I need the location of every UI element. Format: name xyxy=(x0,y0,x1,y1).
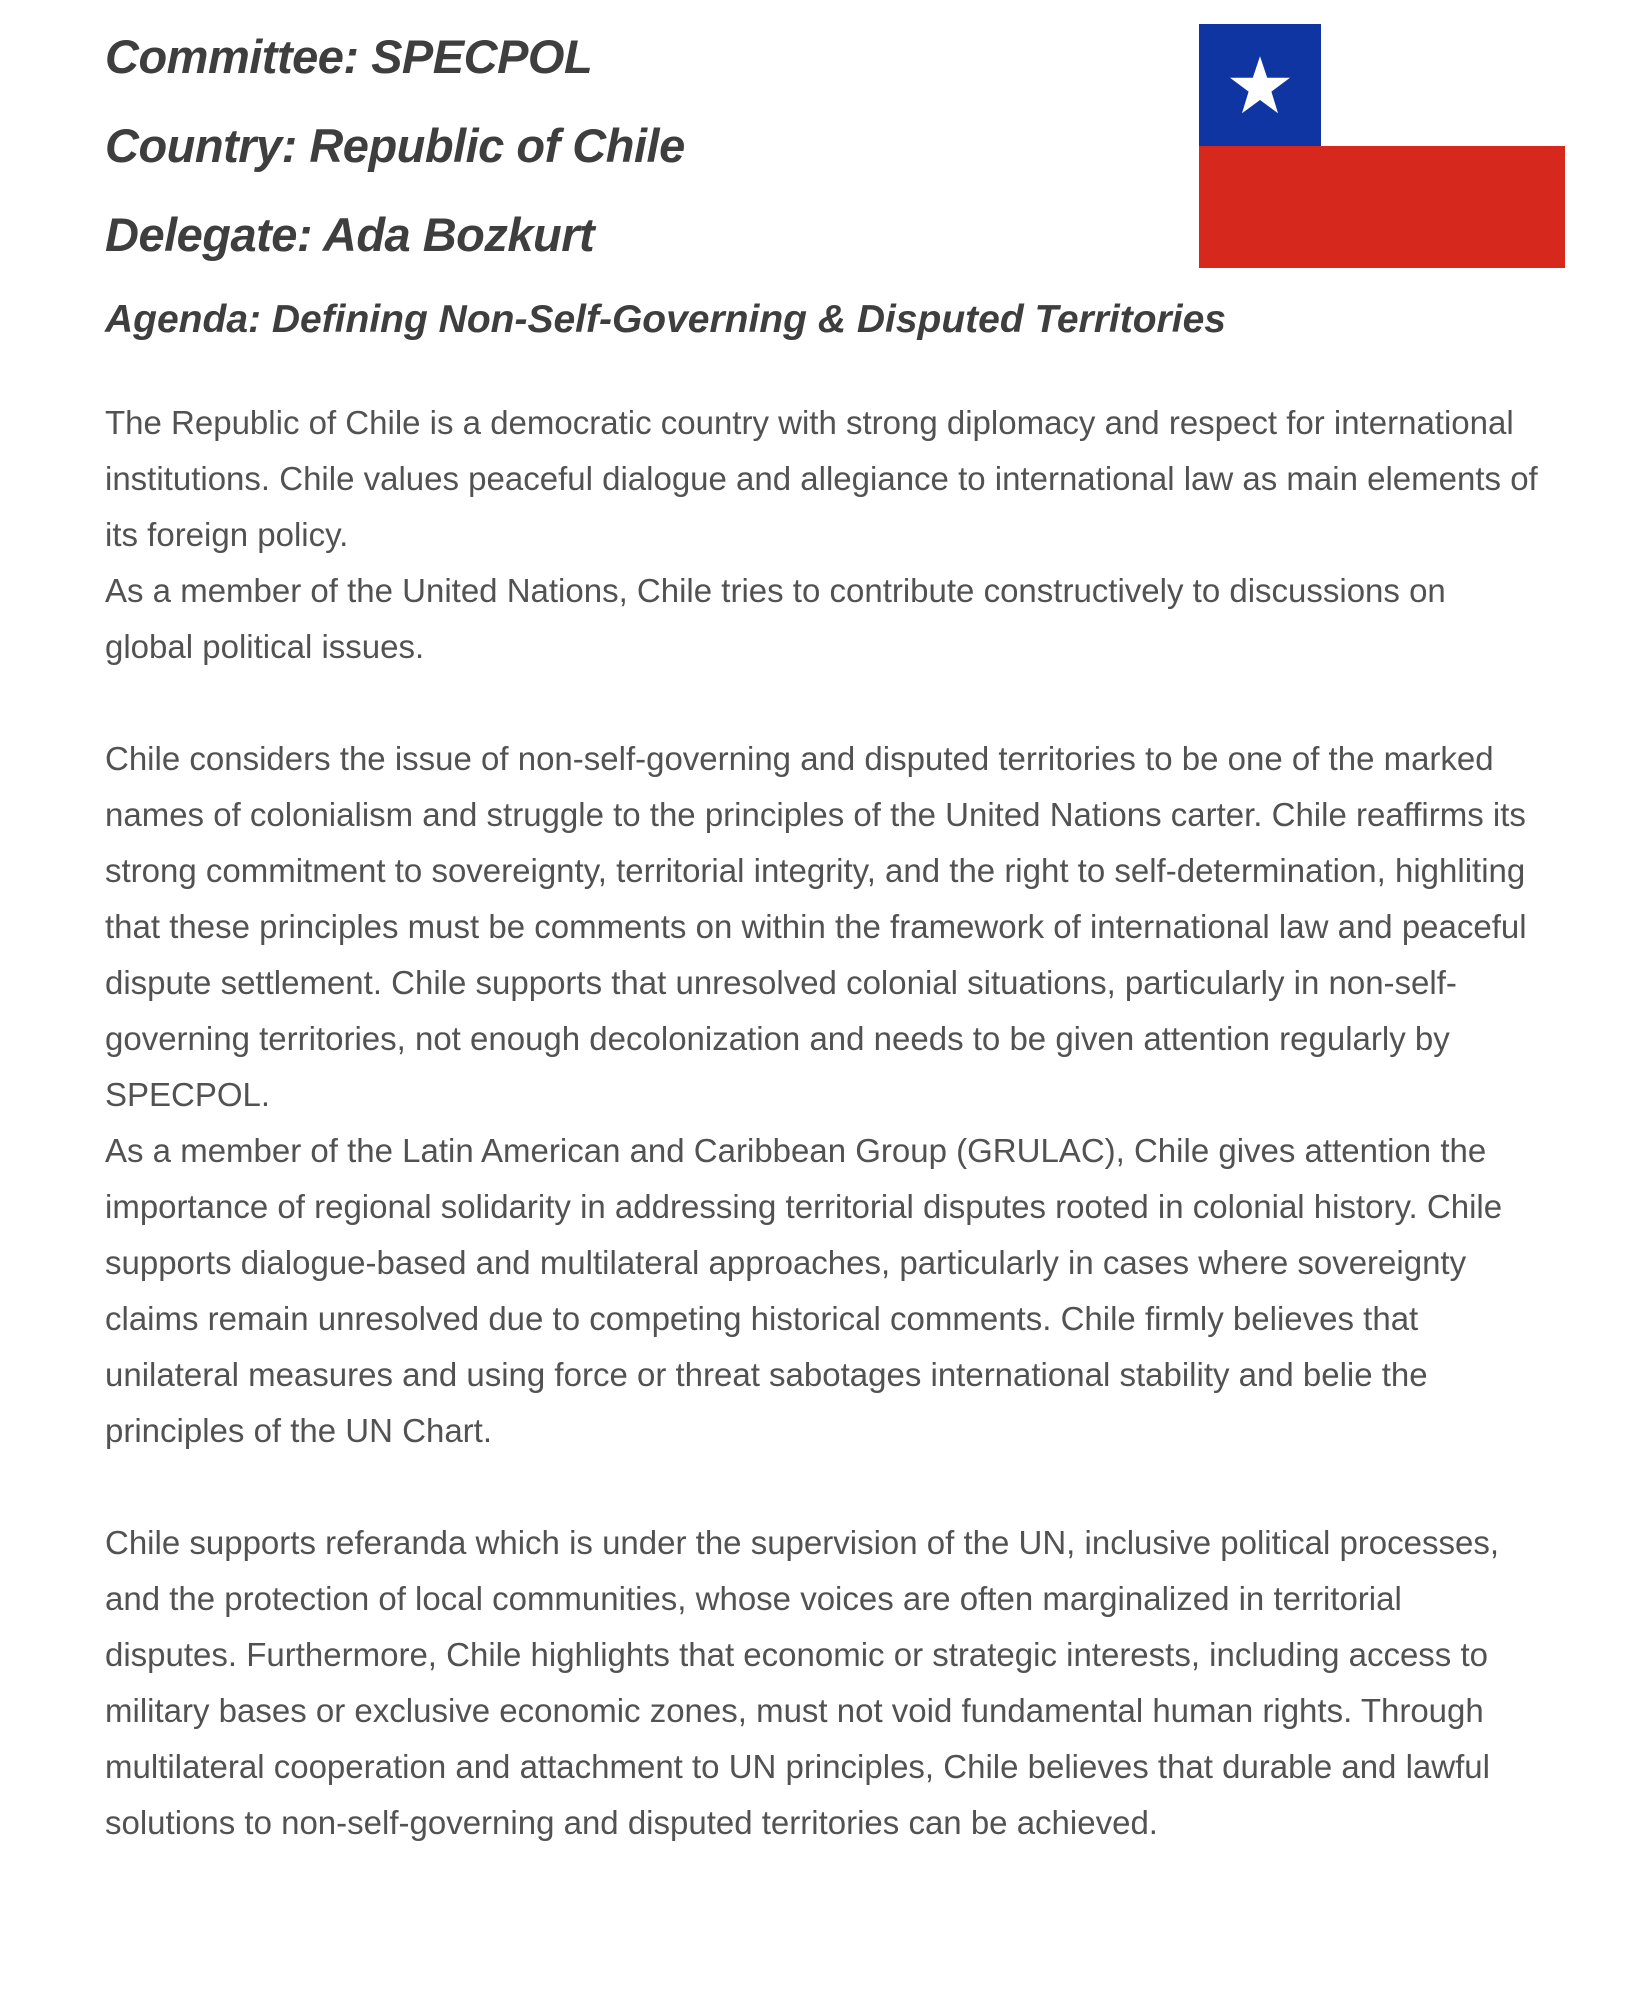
country-line: Country: Republic of Chile xyxy=(105,119,685,172)
flag-white-field xyxy=(1321,24,1565,146)
paragraph: Chile supports referanda which is under the supervision of the UN, inclusive political processes, and the protection of local communities, whose voices are often marginalized in territorial disputes. Furthermore, Chile highlights that economic or strategic interests, including access to military bases or exclusive economic zones, must not void fundamental human rights. Through multilateral cooperation and attachment to UN principles, Chile believes that durable and lawful solutions to non-self-governing and disputed territories can be achieved. xyxy=(105,1524,1500,1841)
flag-blue-canton xyxy=(1199,24,1321,146)
flag-star-icon xyxy=(1229,55,1291,115)
paragraph: The Republic of Chile is a democratic country with strong diplomacy and respect for international institutions. Chile values peaceful dialogue and allegiance to international law as main elements of its foreign policy. xyxy=(105,404,1538,553)
delegate-line: Delegate: Ada Bozkurt xyxy=(105,208,595,261)
paragraph-group-intro xyxy=(105,395,1540,675)
paragraph: Chile considers the issue of non-self-governing and disputed territories to be one of the marked names of colonialism and struggle to the principles of the United Nations carter. Chile reaffirms its strong commitment to sovereignty, territorial integrity, and the right to self-determination, highliting that these principles must be comments on within the framework of international law and peaceful dispute settlement. Chile supports that unresolved colonial situations, particularly in non-self-governing territories, not enough decolonization and needs to be given attention regularly by SPECPOL. xyxy=(105,740,1527,1113)
committee-line: Committee: SPECPOL xyxy=(105,30,593,83)
chile-flag xyxy=(1199,24,1565,268)
paragraph-group-solutions xyxy=(105,1515,1540,1851)
paper-body xyxy=(0,395,1640,1851)
paragraph-group-position xyxy=(105,731,1540,1459)
paragraph: As a member of the Latin American and Caribbean Group (GRULAC), Chile gives attention the importance of regional solidarity in addressing territorial disputes rooted in colonial history. Chile supports dialogue-based and multilateral approaches, particularly in cases where sovereignty claims remain unresolved due to competing historical comments. Chile firmly believes that unilateral measures and using force or threat sabotages international stability and belie the principles of the UN Chart. xyxy=(105,1132,1503,1449)
paragraph: As a member of the United Nations, Chile tries to contribute constructively to discussions on global political issues. xyxy=(105,572,1446,665)
agenda-line: Agenda: Defining Non-Self-Governing & Disputed Territories xyxy=(105,298,1226,341)
flag-red-stripe xyxy=(1199,146,1565,268)
